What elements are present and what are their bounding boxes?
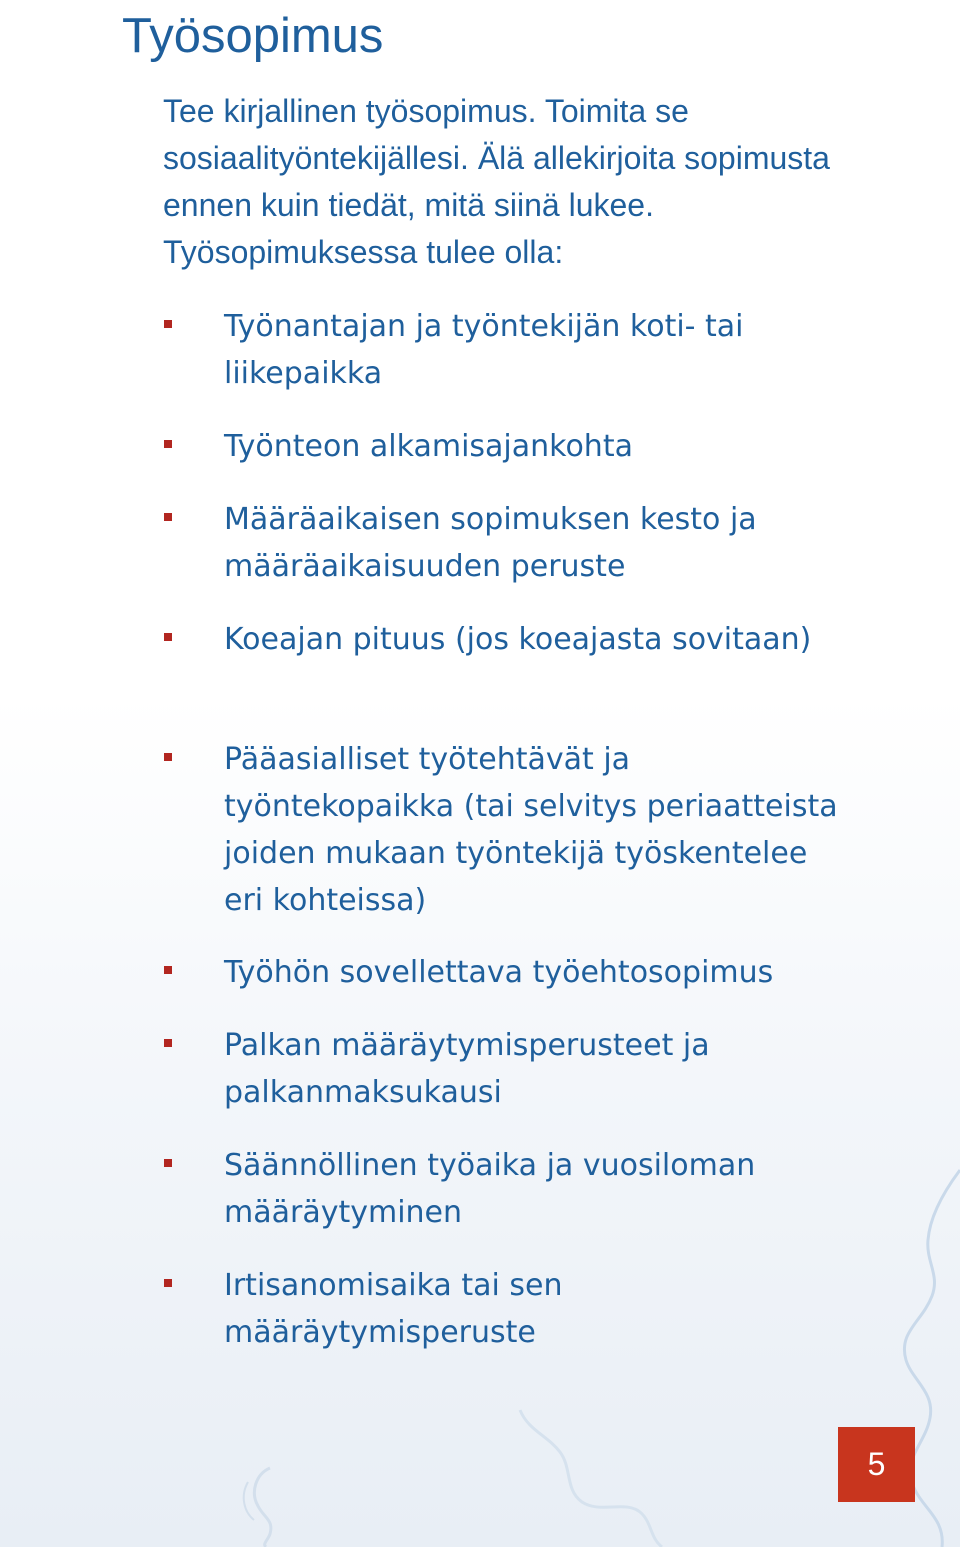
page-number-badge: 5 [838,1427,915,1502]
list-item-text: Irtisanomisaika tai sen määräytymisperuste [224,1268,563,1350]
bullet-icon [164,966,172,974]
bullet-icon [164,1279,172,1287]
list-item-text: Työnantajan ja työntekijän koti- tai liikepaikka [224,309,744,391]
bullet-icon [164,753,172,761]
bullet-icon [164,320,172,328]
list-item-text: Määräaikaisen sopimuksen kesto ja määräaikaisuuden peruste [224,502,757,584]
bullet-icon [164,1159,172,1167]
list-item-text: Pääasialliset työtehtävät ja työntekopaikka (tai selvitys periaatteista joiden mukaan työntekijä työskentelee eri kohteissa) [224,742,838,918]
bullet-icon [164,440,172,448]
list-item-text: Säännöllinen työaika ja vuosiloman määräytyminen [224,1148,756,1230]
list-item-text: Koeajan pituus (jos koeajasta sovitaan) [224,622,812,657]
list-item-text: Työnteon alkamisajankohta [224,429,633,464]
page-title: Työsopimus [122,9,384,63]
bullet-icon [164,513,172,521]
intro-paragraph: Tee kirjallinen työsopimus. Toimita se sosiaalityöntekijällesi. Älä allekirjoita sopimusta ennen kuin tiedät, mitä siinä lukee. Työsopimuksessa tulee olla: [163,93,830,270]
list-item-text: Työhön sovellettava työehtosopimus [224,955,774,990]
bullet-icon [164,1039,172,1047]
list-item-text: Palkan määräytymisperusteet ja palkanmaksukausi [224,1028,710,1110]
bullet-icon [164,633,172,641]
